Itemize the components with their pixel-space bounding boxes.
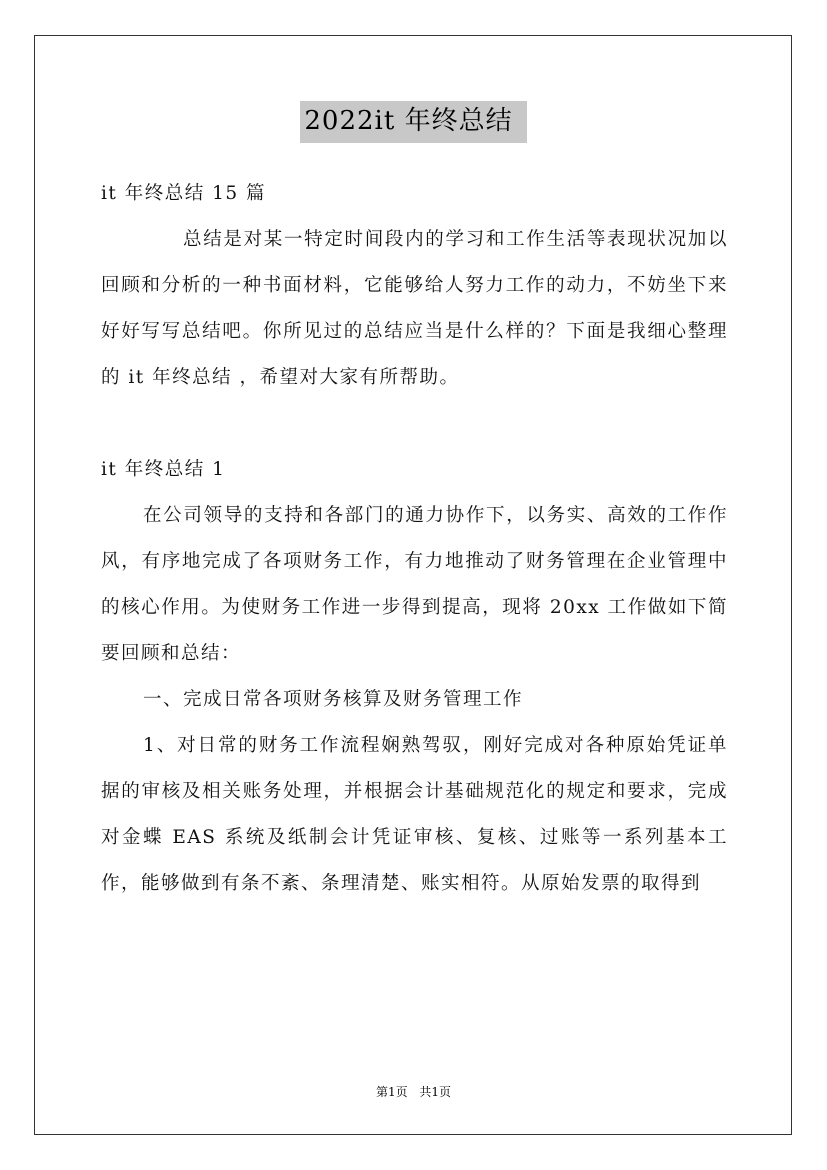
subtitle: it 年终总结 15 篇 [101,183,267,204]
page-footer [0,1083,827,1101]
body-paragraph: 1、对日常的财务工作流程娴熟驾驭，刚好完成对各种原始凭证单据的审核及相关账务处理，并根据会计基础规范化的规定和要求，完成对金蝶 EAS 系统及纸制会计凭证审核、复核、过账等一系列基本工作，能够做到有条不紊、条理清楚、账实相符。从原始发票的取得到 [101,735,728,894]
document-body [101,171,728,907]
page-total: 共1页 [419,1085,452,1099]
page-number: 第1页 [375,1085,408,1099]
title-container [0,101,827,143]
spacer [101,401,728,447]
body-paragraph: 在公司领导的支持和各部门的通力协作下，以务实、高效的工作作风，有序地完成了各项财务工作，有力地推动了财务管理在企业管理中的核心作用。为使财务工作进一步得到提高，现将 20xx 工作做如下简要回顾和总结： [101,505,728,664]
document-title: 2022it 年终总结 [300,101,526,143]
section-heading: it 年终总结 1 [101,459,226,480]
intro-paragraph: 总结是对某一特定时间段内的学习和工作生活等表现状况加以回顾和分析的一种书面材料，它能够给人努力工作的动力，不妨坐下来好好写写总结吧。你所见过的总结应当是什么样的？下面是我细心整理的 it 年终总结 ，希望对大家有所帮助。 [101,229,728,388]
sub-heading: 一、完成日常各项财务核算及财务管理工作 [143,689,524,710]
